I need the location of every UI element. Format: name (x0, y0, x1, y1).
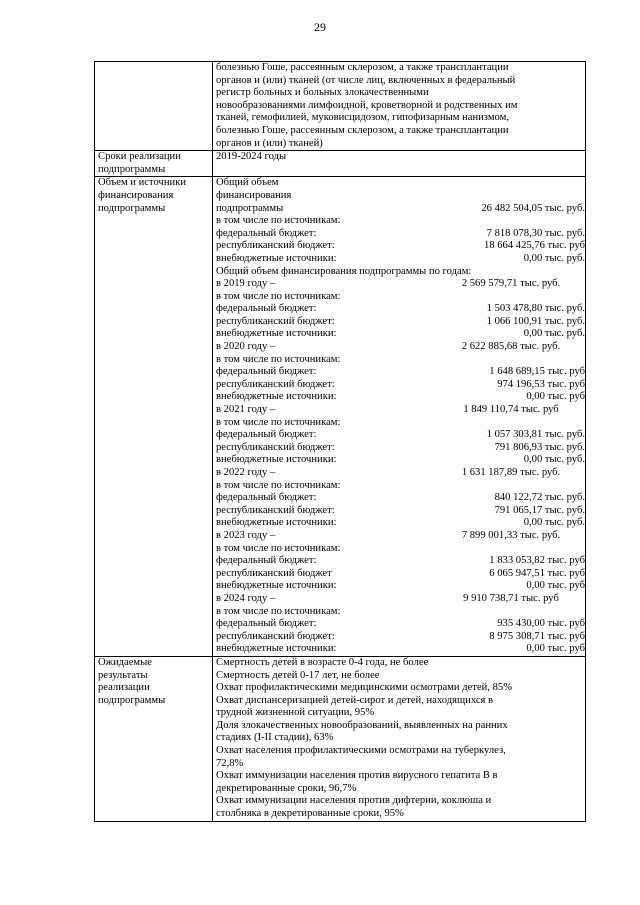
financing-intro: финансирования (216, 189, 292, 201)
cell-financing-value (213, 177, 586, 657)
amount-value: 1 057 303,81 тыс. руб. (486, 429, 585, 441)
amount-label: республиканский бюджет: (216, 630, 335, 642)
amount-row (216, 228, 585, 241)
amount-label: внебюджетные источники: (216, 517, 337, 529)
label-line: Ожидаемые (98, 656, 152, 668)
amount-row (216, 429, 585, 442)
sources-caption: в том числе по источникам: (216, 479, 341, 491)
amount-label: республиканский бюджет: (216, 315, 335, 327)
label-line: подпрограммы (98, 694, 166, 706)
amount-label: внебюджетные источники: (216, 580, 337, 592)
year-total-value: 1 631 187,89 тыс. руб. (461, 467, 561, 478)
result-line: стадиях (I-II стадии), 63% (216, 732, 334, 744)
result-line: трудной жизненной ситуации, 95% (216, 707, 375, 719)
text-line: тканей, гемофилией, муковисцидозом, гипофизарным нанизмом, (216, 112, 509, 124)
amount-row (216, 253, 585, 266)
result-line: Охват профилактическими медицинскими осмотрами детей, 85% (216, 682, 513, 694)
cell-continuation-text (213, 62, 586, 151)
financing-total-row (216, 203, 585, 216)
amount-value: 791 065,17 тыс. руб. (494, 504, 585, 516)
amount-row (216, 618, 585, 631)
table-row-continuation (95, 62, 586, 151)
amount-label: республиканский бюджет (216, 567, 332, 579)
year-total-row (216, 404, 585, 417)
year-total-row (216, 593, 585, 606)
amount-row (216, 379, 585, 392)
text-line: болезнью Гоше, рассеянным склерозом, а также трансплантации (216, 62, 509, 73)
label-line: подпрограммы (98, 163, 166, 175)
amount-value: 791 806,93 тыс. руб. (494, 441, 585, 453)
result-line: Доля злокачественных новообразований, выявленных на ранних (216, 719, 508, 731)
amount-row (216, 517, 585, 530)
amount-value: 0,00 тыс. руб. (523, 252, 585, 264)
by-year-caption: Общий объем финансирования подпрограммы по годам: (216, 265, 472, 277)
table-row-results (95, 656, 586, 821)
sources-caption: в том числе по источникам: (216, 290, 341, 302)
amount-value: 1 503 478,80 тыс. руб. (486, 303, 585, 315)
year-total-value: 1 849 110,74 тыс. руб (463, 404, 559, 416)
amount-label: республиканский бюджет: (216, 240, 335, 252)
amount-label: республиканский бюджет: (216, 378, 335, 390)
amount-value: 26 482 504,05 тыс. руб. (481, 202, 585, 214)
amount-label: федеральный бюджет: (216, 429, 317, 441)
label-line: Объем и источники (98, 177, 186, 189)
amount-row (216, 555, 585, 568)
label-line: Сроки реализации (98, 151, 181, 163)
table-row-financing (95, 177, 586, 657)
cell-period-label (95, 151, 213, 177)
amount-row (216, 316, 585, 329)
result-line: Охват населения профилактическими осмотрами на туберкулез, (216, 745, 506, 757)
amount-value: 18 664 425,76 тыс. руб (483, 240, 585, 252)
year-total-value: 9 910 738,71 тыс. руб (463, 592, 559, 604)
label-line: реализации (98, 682, 150, 694)
amount-value: 6 065 947,51 тыс. руб (489, 567, 585, 579)
amount-value: 0,00 тыс. руб. (523, 328, 585, 340)
amount-value: 0,00 тыс. руб. (523, 454, 585, 466)
amount-label: республиканский бюджет: (216, 441, 335, 453)
amount-row (216, 328, 585, 341)
year-total-row (216, 341, 585, 354)
cell-results-label (95, 656, 213, 821)
year-label: в 2024 году – (216, 592, 276, 604)
amount-value: 0,00 тыс. руб (526, 391, 585, 403)
year-label: в 2021 году – (216, 404, 276, 416)
amount-row (216, 391, 585, 404)
amount-label: федеральный бюджет: (216, 492, 317, 504)
amount-value: 840 122,72 тыс. руб. (494, 492, 585, 504)
amount-label: федеральный бюджет: (216, 227, 317, 239)
amount-label: внебюджетные источники: (216, 391, 337, 403)
year-total-row (216, 467, 585, 480)
sources-caption: в том числе по источникам: (216, 215, 341, 227)
amount-value: 1 833 053,82 тыс. руб (489, 555, 585, 567)
amount-label: федеральный бюджет: (216, 366, 317, 378)
amount-label: федеральный бюджет: (216, 303, 317, 315)
sources-caption: в том числе по источникам: (216, 353, 341, 365)
text-line: органов и (или) тканей) (216, 137, 323, 149)
text-line: регистр больных и больных злокачественными (216, 87, 429, 99)
result-line: декретированные сроки, 96,7% (216, 782, 357, 794)
amount-label: внебюджетные источники: (216, 643, 337, 655)
amount-value: 0,00 тыс. руб. (523, 517, 585, 529)
amount-row (216, 505, 585, 518)
amount-value: 8 975 308,71 тыс. руб (489, 630, 585, 642)
amount-value: 1 066 100,91 тыс. руб. (486, 315, 585, 327)
result-line: 72,8% (216, 757, 244, 769)
amount-value: 974 196,53 тыс. руб (497, 378, 585, 390)
amount-row (216, 454, 585, 467)
text-line: новообразованиями лимфоидной, кроветворной и родственных им (216, 99, 518, 111)
page-number: 29 (314, 20, 326, 34)
amount-value: 1 648 689,15 тыс. руб (489, 366, 585, 378)
year-label: в 2022 году – (216, 467, 276, 478)
year-total-row (216, 278, 585, 291)
amount-row (216, 631, 585, 644)
result-line: Охват иммунизации населения против вирусного гепатита В в (216, 770, 498, 782)
amount-row (216, 492, 585, 505)
period-value: 2019-2024 годы (216, 151, 287, 163)
amount-label: республиканский бюджет: (216, 504, 335, 516)
amount-value: 0,00 тыс. руб (526, 580, 585, 592)
amount-row (216, 580, 585, 593)
subprogram-passport-table (94, 61, 586, 822)
year-total-value: 7 899 001,33 тыс. руб. (461, 529, 561, 541)
sources-caption: в том числе по источникам: (216, 605, 341, 617)
table-row-period (95, 151, 586, 177)
year-label: в 2019 году – (216, 278, 276, 290)
result-line: Охват диспансеризацией детей-сирот и детей, находящихся в (216, 694, 494, 706)
cell-results-value (213, 656, 586, 821)
year-label: в 2020 году – (216, 341, 276, 353)
amount-value: 0,00 тыс. руб (526, 643, 585, 655)
year-total-value: 2 569 579,71 тыс. руб. (461, 278, 561, 290)
amount-label: внебюджетные источники: (216, 252, 337, 264)
financing-intro: Общий объем (216, 177, 279, 189)
sources-caption: в том числе по источникам: (216, 416, 341, 428)
amount-row (216, 240, 585, 253)
year-total-row (216, 530, 585, 543)
cell-empty-label (95, 62, 213, 151)
sources-caption: в том числе по источникам: (216, 542, 341, 554)
amount-label: федеральный бюджет: (216, 618, 317, 630)
amount-row (216, 303, 585, 316)
amount-label: подпрограммы (216, 202, 284, 214)
amount-label: федеральный бюджет: (216, 555, 317, 567)
result-line: Смертность детей в возрасте 0-4 года, не более (216, 656, 429, 668)
result-line: Смертность детей 0-17 лет, не более (216, 669, 380, 681)
amount-row (216, 643, 585, 656)
amount-value: 935 430,00 тыс. руб (497, 618, 585, 630)
amount-label: внебюджетные источники: (216, 454, 337, 466)
amount-label: внебюджетные источники: (216, 328, 337, 340)
year-total-value: 2 622 885,68 тыс. руб. (461, 341, 561, 353)
label-line: результаты (98, 669, 148, 681)
label-line: финансирования (98, 189, 174, 201)
years-list (216, 278, 585, 656)
label-line: подпрограммы (98, 202, 166, 214)
cell-financing-label (95, 177, 213, 657)
amount-value: 7 818 078,30 тыс. руб. (486, 227, 585, 239)
amount-row (216, 366, 585, 379)
year-label: в 2023 году – (216, 529, 276, 541)
result-line: столбняка в декретированные сроки, 95% (216, 808, 404, 820)
amount-row (216, 568, 585, 581)
result-line: Охват иммунизации населения против дифтерии, коклюша и (216, 795, 492, 807)
text-line: болезнью Гоше, рассеянным склерозом, а также трансплантации (216, 124, 509, 136)
text-line: органов и (или) тканей (от числе лиц, включенных в федеральный (216, 74, 516, 86)
amount-row (216, 442, 585, 455)
cell-period-value (213, 151, 586, 177)
